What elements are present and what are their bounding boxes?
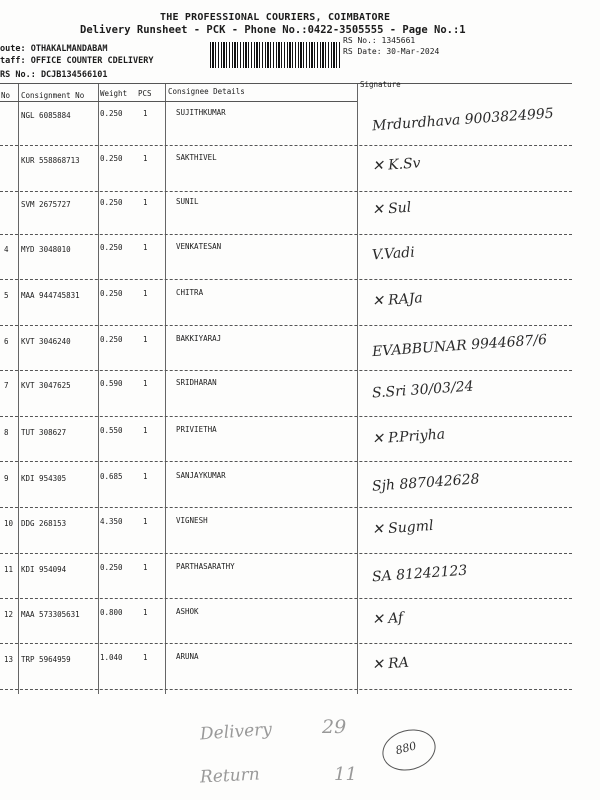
consignee-name: SAKTHIVEL bbox=[176, 153, 217, 162]
row-number: 4 bbox=[4, 245, 9, 254]
row-number: 5 bbox=[4, 291, 9, 300]
pcs-value: 1 bbox=[143, 426, 148, 435]
weight-value: 4.350 bbox=[100, 517, 123, 526]
rs-number: RS No.: 1345661 bbox=[343, 36, 416, 45]
drs-number: RS No.: DCJB134566101 bbox=[0, 70, 108, 80]
weight-value: 0.250 bbox=[100, 289, 123, 298]
header-pcs: PCS bbox=[138, 89, 152, 98]
row-number: 12 bbox=[4, 610, 14, 619]
consignee-name: SRIDHARAN bbox=[176, 378, 217, 387]
consignment-number: MYD 3048010 bbox=[21, 245, 71, 254]
pcs-value: 1 bbox=[143, 472, 148, 481]
signature: S.Sri 30/03/24 bbox=[371, 378, 475, 402]
table-top-border bbox=[0, 83, 572, 84]
consignment-number: KVT 3046240 bbox=[21, 337, 71, 346]
consignee-name: SANJAYKUMAR bbox=[176, 471, 226, 480]
signature: Mrdurdhava 9003824995 bbox=[371, 105, 555, 135]
row-number: 6 bbox=[4, 337, 9, 346]
row-divider bbox=[0, 689, 572, 690]
column-divider bbox=[98, 84, 99, 694]
weight-value: 0.250 bbox=[100, 563, 123, 572]
rs-date: RS Date: 30-Mar-2024 bbox=[343, 47, 440, 56]
pcs-value: 1 bbox=[143, 289, 148, 298]
consignment-number: NGL 6085884 bbox=[21, 111, 71, 120]
row-number: 13 bbox=[4, 655, 14, 664]
weight-value: 0.250 bbox=[100, 198, 123, 207]
pcs-value: 1 bbox=[143, 335, 148, 344]
consignment-number: DDG 268153 bbox=[21, 519, 67, 528]
delivery-label: Delivery bbox=[199, 719, 273, 745]
consignee-name: BAKKIYARAJ bbox=[176, 334, 222, 343]
pcs-value: 1 bbox=[143, 563, 148, 572]
row-number: 7 bbox=[4, 381, 9, 390]
signature: ✕ RA bbox=[371, 654, 410, 674]
consignment-number: KDI 954094 bbox=[21, 565, 67, 574]
signature: ✕ Af bbox=[371, 609, 404, 629]
pcs-value: 1 bbox=[143, 198, 148, 207]
signature: ✕ Sugml bbox=[371, 517, 434, 539]
consignee-name: ARUNA bbox=[176, 652, 199, 661]
route: oute: OTHAKALMANDABAM bbox=[0, 44, 108, 54]
consignee-name: ASHOK bbox=[176, 607, 199, 616]
return-count: 11 bbox=[334, 764, 357, 785]
row-number: 8 bbox=[4, 428, 9, 437]
header-no: No bbox=[1, 91, 11, 100]
circled-total bbox=[378, 724, 441, 777]
consignee-name: PRIVIETHA bbox=[176, 425, 217, 434]
consignee-name: CHITRA bbox=[176, 288, 204, 297]
column-divider bbox=[357, 84, 358, 694]
pcs-value: 1 bbox=[143, 653, 148, 662]
header-signature: Signature bbox=[360, 80, 401, 89]
weight-value: 0.685 bbox=[100, 472, 123, 481]
pcs-value: 1 bbox=[143, 109, 148, 118]
weight-value: 0.250 bbox=[100, 335, 123, 344]
column-divider bbox=[18, 84, 19, 694]
weight-value: 0.550 bbox=[100, 426, 123, 435]
weight-value: 0.250 bbox=[100, 109, 123, 118]
staff: taff: OFFICE COUNTER CDELIVERY bbox=[0, 56, 154, 66]
row-divider bbox=[0, 279, 572, 280]
row-divider bbox=[0, 370, 572, 371]
signature: SA 81242123 bbox=[371, 562, 468, 586]
row-divider bbox=[0, 461, 572, 462]
delivery-count: 29 bbox=[322, 716, 347, 738]
weight-value: 1.040 bbox=[100, 653, 123, 662]
pcs-value: 1 bbox=[143, 608, 148, 617]
consignment-number: SVM 2675727 bbox=[21, 200, 71, 209]
consignee-name: VIGNESH bbox=[176, 516, 208, 525]
signature: ✕ K.Sv bbox=[371, 155, 422, 175]
runsheet-title: Delivery Runsheet - PCK - Phone No.:0422-3505555 - Page No.:1 bbox=[80, 24, 466, 36]
row-divider bbox=[0, 643, 572, 644]
company-name: THE PROFESSIONAL COURIERS, COIMBATORE bbox=[160, 12, 391, 23]
pcs-value: 1 bbox=[143, 517, 148, 526]
row-divider bbox=[0, 598, 572, 599]
consignment-number: TRP 5964959 bbox=[21, 655, 71, 664]
signature: ✕ Sul bbox=[371, 199, 412, 219]
signature: V.Vadi bbox=[371, 244, 416, 264]
consignee-name: SUJITHKUMAR bbox=[176, 108, 226, 117]
header-weight: Weight bbox=[100, 89, 128, 98]
barcode bbox=[210, 42, 340, 68]
signature: ✕ P.Priyha bbox=[371, 426, 446, 448]
row-number: 11 bbox=[4, 565, 14, 574]
weight-value: 0.250 bbox=[100, 154, 123, 163]
row-divider bbox=[0, 416, 572, 417]
row-divider bbox=[0, 234, 572, 235]
pcs-value: 1 bbox=[143, 154, 148, 163]
weight-value: 0.590 bbox=[100, 379, 123, 388]
column-divider bbox=[165, 84, 166, 694]
consignee-name: SUNIL bbox=[176, 197, 199, 206]
consignee-name: PARTHASARATHY bbox=[176, 562, 235, 571]
consignment-number: KUR 558868713 bbox=[21, 156, 80, 165]
consignment-number: KDI 954305 bbox=[21, 474, 67, 483]
consignee-name: VENKATESAN bbox=[176, 242, 222, 251]
consignment-number: MAA 944745831 bbox=[21, 291, 80, 300]
signature: EVABBUNAR 9944687/6 bbox=[371, 331, 548, 361]
consignment-number: TUT 308627 bbox=[21, 428, 67, 437]
row-divider bbox=[0, 325, 572, 326]
row-divider bbox=[0, 553, 572, 554]
row-number: 9 bbox=[4, 474, 9, 483]
consignment-number: MAA 573305631 bbox=[21, 610, 80, 619]
pcs-value: 1 bbox=[143, 379, 148, 388]
circled-total-value: 880 bbox=[394, 739, 418, 758]
row-divider bbox=[0, 507, 572, 508]
row-divider bbox=[0, 191, 572, 192]
pcs-value: 1 bbox=[143, 243, 148, 252]
consignment-number: KVT 3047625 bbox=[21, 381, 71, 390]
header-underline bbox=[0, 101, 357, 102]
return-label: Return bbox=[199, 764, 261, 788]
header-consignment: Consignment No bbox=[21, 91, 85, 100]
signature: Sjh 887042628 bbox=[371, 471, 481, 495]
row-divider bbox=[0, 145, 572, 146]
weight-value: 0.800 bbox=[100, 608, 123, 617]
weight-value: 0.250 bbox=[100, 243, 123, 252]
row-number: 10 bbox=[4, 519, 14, 528]
signature: ✕ RAJa bbox=[371, 290, 424, 310]
header-consignee: Consignee Details bbox=[168, 87, 245, 96]
